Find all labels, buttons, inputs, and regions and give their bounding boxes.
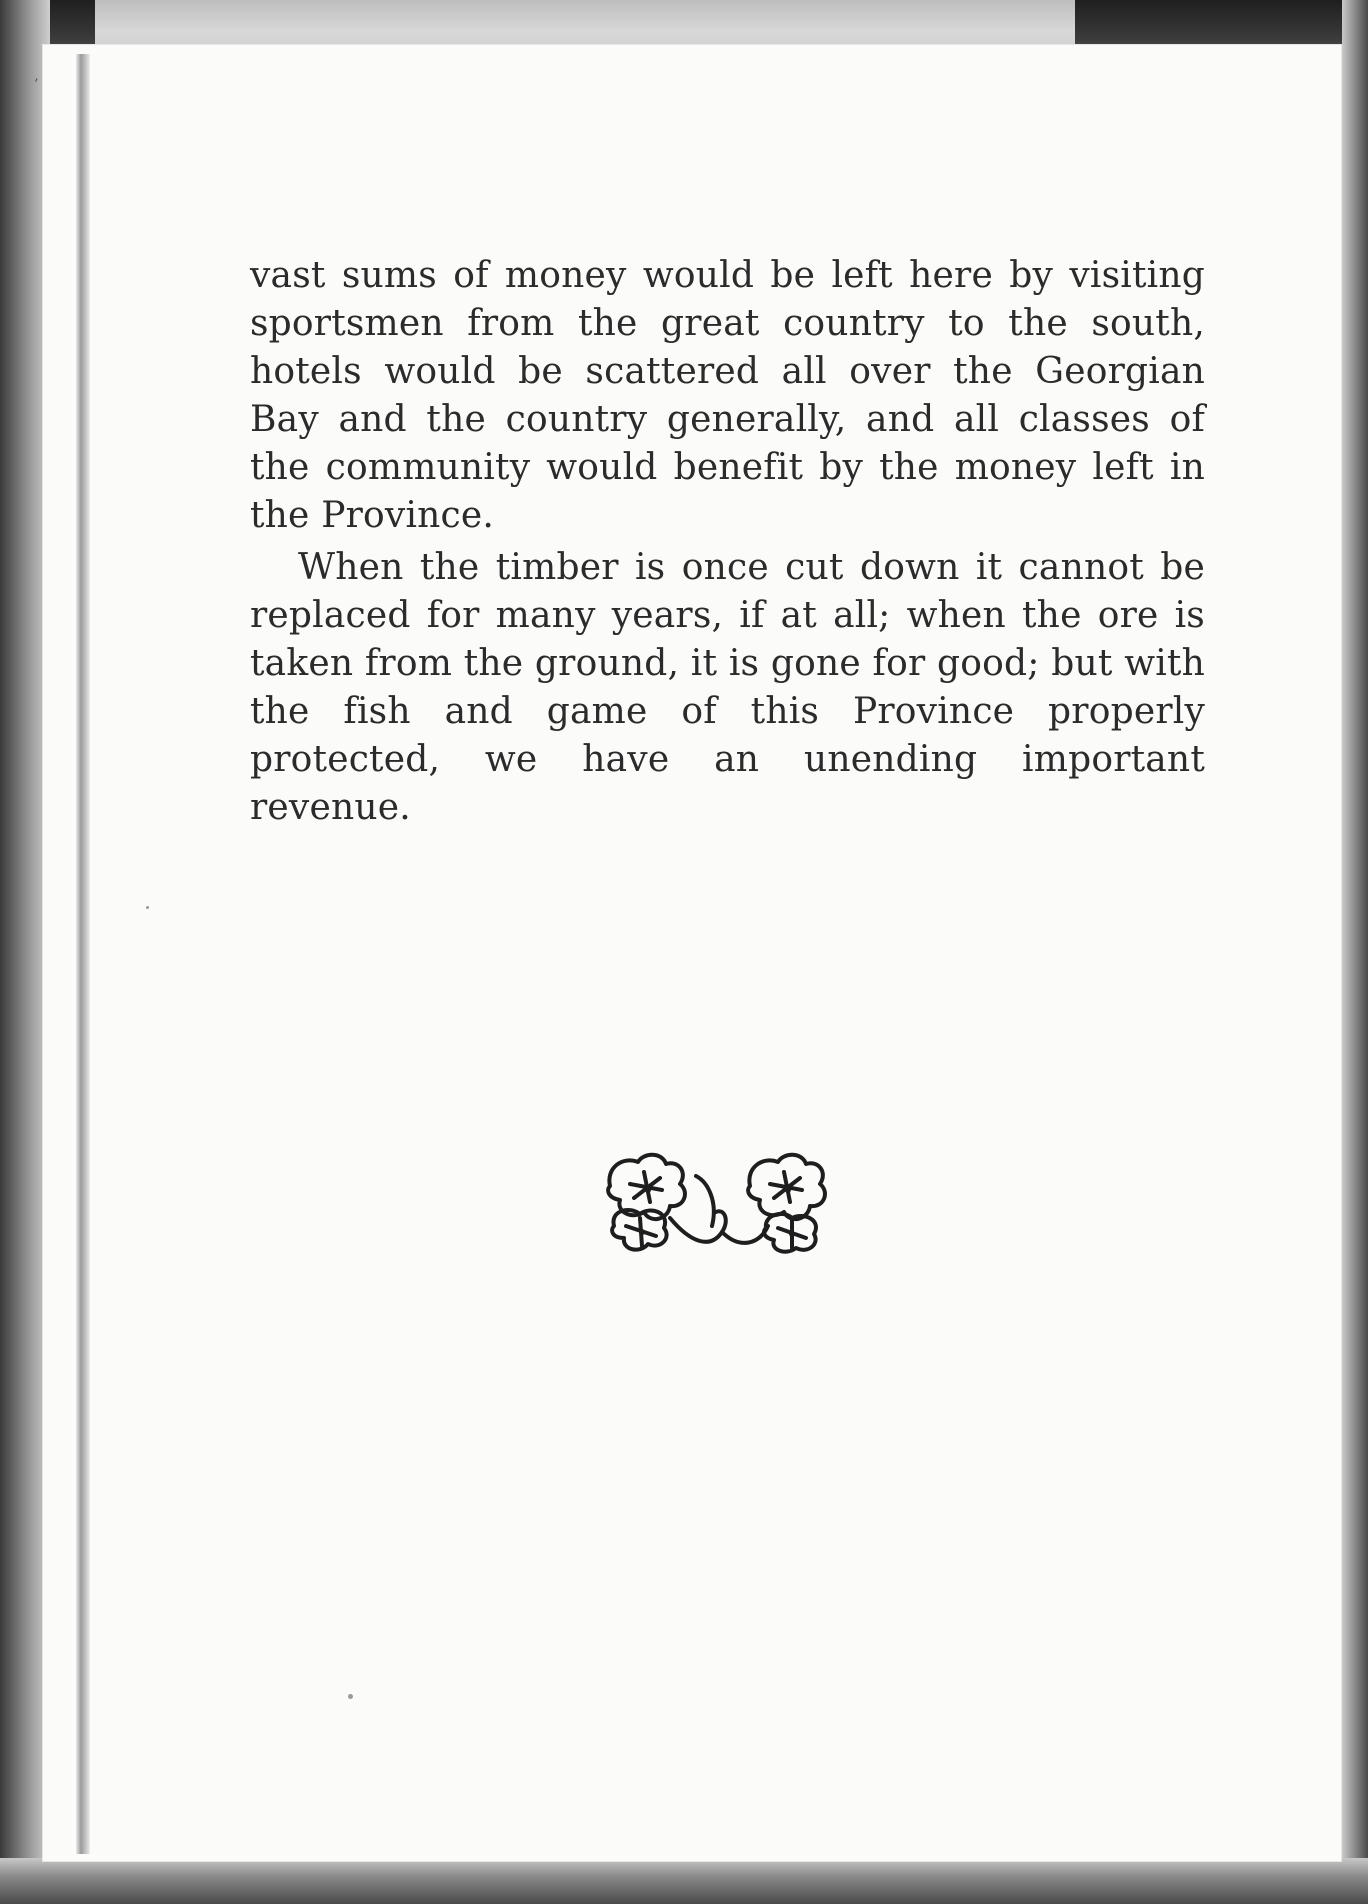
scan-bottom-edge [0,1858,1368,1904]
gutter-mark: ’ [34,77,39,93]
paper-speck [146,906,149,909]
body-text [250,252,1205,832]
scan-right-edge [1342,0,1368,1904]
paper-speck [348,1694,353,1699]
paragraph-2: When the timber is once cut down it cannot be replaced for many years, if at all; when the ore is taken from the ground, it is gone for good; but with the fish and game of this Province properly protected, we have an unending important revenue. [250,547,1205,828]
leaf-vine-ornament-icon [600,1146,836,1258]
paragraph-1: vast sums of money would be left here by visiting sportsmen from the great country to the south, hotels would be scattered all over the Georgian Bay and the country generally, and all classes of the community would benefit by the money left in the Province. [250,255,1205,536]
page-gutter [76,54,90,1854]
